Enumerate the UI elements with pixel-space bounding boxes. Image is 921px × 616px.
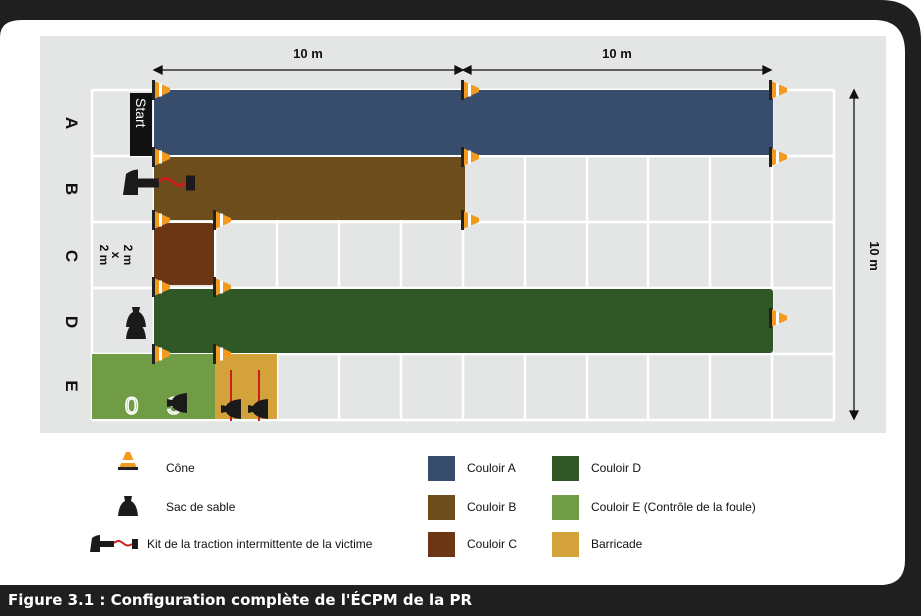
row-label-a: A: [62, 116, 81, 130]
legend-barricade-label: Barricade: [591, 537, 643, 551]
cell-size-line1: 2 m: [121, 244, 135, 266]
legend-couloir-a-label: Couloir A: [467, 461, 516, 475]
dimension-top-right: 10 m: [602, 46, 632, 61]
legend-sandbag-label: Sac de sable: [166, 500, 236, 514]
couloir-b-fill: [154, 157, 465, 220]
row-label-c: C: [62, 249, 81, 263]
start-label: Start: [133, 98, 149, 128]
row-label-b: B: [62, 182, 81, 196]
row-label-d: D: [62, 315, 81, 329]
cell-size-line2: x: [109, 251, 123, 259]
legend-couloir-d-label: Couloir D: [591, 461, 642, 475]
legend-victim-kit-label: Kit de la traction intermittente de la victime: [147, 537, 373, 551]
row-label-e: E: [62, 380, 81, 392]
couloir-d-fill: [154, 289, 773, 353]
legend-couloir-b-label: Couloir B: [467, 500, 517, 514]
legend-couloir-e-swatch: [552, 495, 579, 520]
legend-couloir-a-swatch: [428, 456, 455, 481]
dimension-top-left: 10 m: [293, 46, 323, 61]
legend-couloir-b-swatch: [428, 495, 455, 520]
legend-barricade-swatch: [552, 532, 579, 557]
cell-size-line3: 2 m: [97, 244, 111, 266]
legend-couloir-d-swatch: [552, 456, 579, 481]
legend-couloir-c-swatch: [428, 532, 455, 557]
dimension-right: 10 m: [867, 241, 882, 271]
legend-couloir-e-label: Couloir E (Contrôle de la foule): [591, 500, 756, 514]
legend-couloir-c-label: Couloir C: [467, 537, 518, 551]
couloir-c-fill: [154, 223, 214, 285]
legend-cone-label: Cône: [166, 461, 195, 475]
figure-caption: Figure 3.1 : Configuration complète de l'ÉCPM de la PR: [0, 585, 540, 616]
couloir-e-glyph: 0: [125, 393, 139, 420]
